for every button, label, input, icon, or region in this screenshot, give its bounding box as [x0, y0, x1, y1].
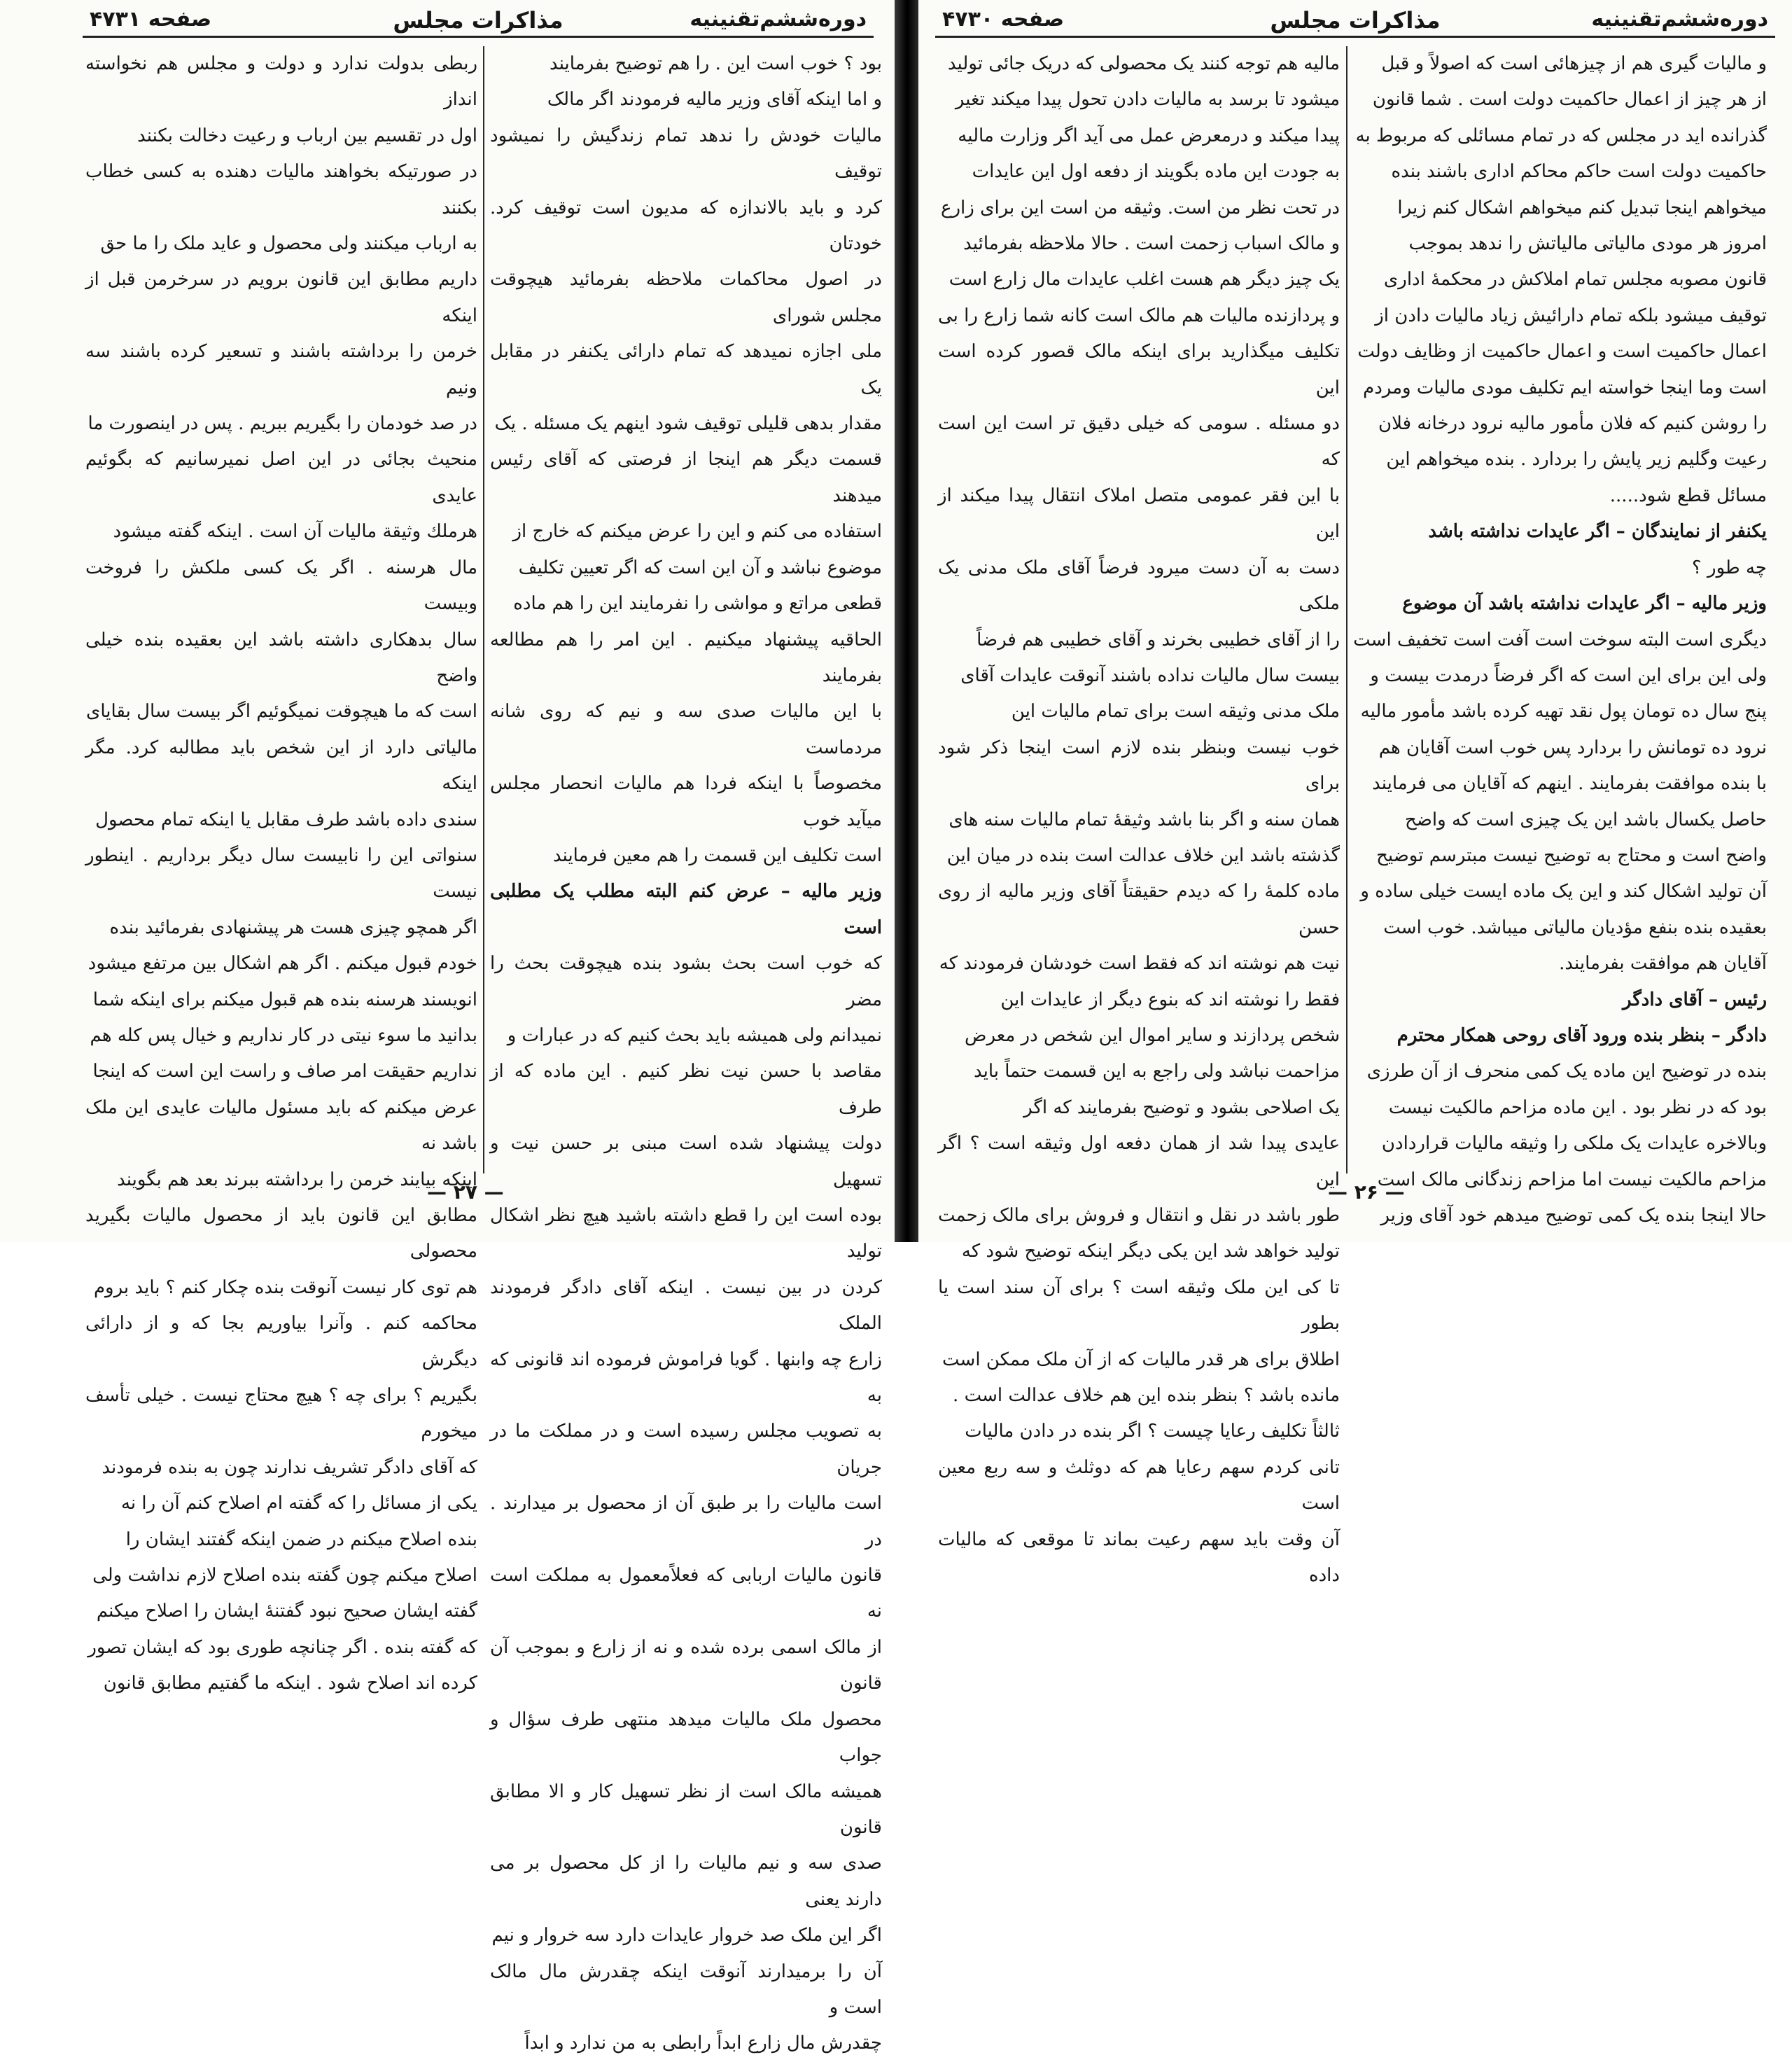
- text-line: اول در تقسیم بین ارباب و رعیت دخالت بکنند: [137, 125, 477, 146]
- text-line: ولی این برای این است که اگر فرضاً درمدت بیست و: [1370, 664, 1767, 686]
- text-line: اعمال حاکمیت است و اعمال حاکمیت از وظایف دولت: [1357, 341, 1767, 363]
- text-line: الحاقیه پیشنهاد میکنیم . این امر را هم مطالعه بفرمایند: [490, 629, 882, 686]
- text-line: کرد و باید بالاندازه که مدیون است توقیف کرد. خودتان: [490, 197, 882, 255]
- text-line: و اما اینکه آقای وزیر مالیه فرمودند اگر مالک: [547, 89, 882, 111]
- journal-title: مذاکرات مجلس: [393, 7, 564, 34]
- text-line: کردن در بین نیست . اینکه آقای دادگر فرمودند الملک: [490, 1276, 882, 1335]
- text-line: چه طور ؟: [1691, 557, 1767, 578]
- text-line: تانی کردم سهم رعایا هم که دوثلث و سه ربع معین است: [938, 1456, 1340, 1514]
- text-line: اگر همچو چیزی هست هر پیشنهادی بفرمائید بنده: [109, 917, 477, 938]
- text-line: امروز هر مودی مالیاتی مالیاتش را ندهد بموجب: [1408, 233, 1767, 255]
- column-divider: [1346, 46, 1348, 1173]
- text-line: گذرانده اید در مجلس که در تمام مسائلی که مربوط به: [1355, 125, 1767, 146]
- text-line: محاکمه کنم . وآنرا بیاوریم بجا که و از دارائی دیگرش: [85, 1313, 477, 1370]
- text-line: را روشن کنیم که فلان مأمور مالیه نرود درخانه فلان: [1378, 413, 1767, 435]
- page-footer-number: — ۲۶ —: [1328, 1180, 1405, 1204]
- text-line: مالیاتی دارد از این شخص باید مطالبه کرد. مگر اینکه: [85, 737, 477, 795]
- text-line: فقط را نوشته اند که بنوع دیگر از عایدات این: [1000, 989, 1340, 1010]
- text-line: پنج سال ده تومان پول نقد تهیه کرده باشد مأمور مالیه: [1360, 701, 1767, 723]
- text-line: تا کی این ملک وثیقه است ؟ برای آن سند است یا بطور: [938, 1276, 1340, 1335]
- text-line: یک اصلاحی بشود و توضیح بفرمایند که اگر: [1023, 1096, 1340, 1118]
- text-line: یکی از مسائل را که گفته ام اصلاح کنم آن را نه: [120, 1493, 477, 1514]
- text-line: هرملك وثيقة مالیات آن است . اینکه گفته میشود: [113, 521, 477, 543]
- text-line: بیست سال مالیات نداده باشند آنوقت عایدات آقای: [960, 664, 1340, 686]
- text-line: مالیه هم توجه کنند یک محصولی که دریک جائی تولید: [947, 53, 1340, 74]
- text-line: نداریم حقیقت امر صاف و راست این است که اینجا: [92, 1061, 477, 1082]
- text-line: آن وقت باید سهم رعیت بماند تا موقعی که مالیات داده: [938, 1528, 1340, 1587]
- text-column-right: [490, 46, 882, 2054]
- page-footer-number: — ۲۷ —: [427, 1180, 504, 1204]
- column-divider: [483, 46, 484, 1173]
- text-line: قسمت دیگر هم اینجا از فرصتی که آقای رئیس میدهند: [490, 449, 882, 506]
- session-label: دوره‌ششم‌تقنینیه: [1591, 7, 1768, 32]
- text-line: با بنده موافقت بفرمایند . اینهم که آقایان می فرمایند: [1372, 773, 1767, 795]
- text-line: بنده در توضیح این ماده یک کمی منحرف از آن طرزی: [1366, 1061, 1767, 1082]
- text-line: رعیت وگلیم زیر پایش را بردارد . بنده میخواهم این: [1386, 449, 1767, 471]
- text-line: یک چیز دیگر هم هست اغلب عایدات مال زارع است: [948, 269, 1340, 291]
- text-line: سال بدهکاری داشته باشد این بعقیده بنده خیلی واضح: [85, 629, 477, 686]
- text-line: محصول ملک مالیات میدهد منتهی طرف سؤال و جواب: [490, 1708, 882, 1767]
- text-line: از مالک اسمی برده شده و نه از زارع و بموجب آن قانون: [490, 1636, 882, 1694]
- text-line: همیشه مالک است از نظر تسهیل کار و الا مطابق قانون: [490, 1781, 882, 1838]
- text-line: نرود ده تومانش را بردارد پس خوب است آقایان هم: [1378, 737, 1767, 758]
- text-line: صدی سه و نیم مالیات را از کل محصول بر می دارند یعنی: [490, 1853, 882, 1910]
- text-line: بود ؟ خوب است این . را هم توضیح بفرمایند: [550, 53, 882, 74]
- text-line: موضوع نباشد و آن این است که اگر تعیین تکلیف: [518, 557, 882, 578]
- text-line: بود که در نظر بود . این ماده مزاحم مالکیت نیست: [1388, 1096, 1767, 1118]
- text-line: اینکه بیایند خرمن را برداشته ببرند بعد هم بگویند: [117, 1169, 477, 1190]
- text-line: وزیر مالیه – عرض کنم البته مطلب یک مطلبی است: [490, 881, 882, 938]
- text-line: که خوب است بحث بشود بنده هیچوقت بحث را مضر: [490, 953, 882, 1010]
- text-line: واضح است و محتاج به توضیح نیست مبترسم توضیح: [1376, 844, 1767, 866]
- text-line: مطابق این قانون باید از محصول مالیات بگیرید محصولی: [85, 1205, 477, 1262]
- text-line: انویسند هرسنه بنده هم قبول میکنم برای اینکه شما: [92, 989, 477, 1010]
- text-line: خرمن را برداشته باشند و تسعیر کرده باشند سه ونیم: [85, 341, 477, 398]
- text-line: مزاحمت نباشد ولی راجع به این قسمت حتماً باید: [973, 1061, 1340, 1082]
- text-line: است وما اینجا خواسته ایم تکلیف مودی مالیات ومردم: [1363, 377, 1767, 398]
- text-line: است تکلیف این قسمت را هم معین فرمایند: [552, 844, 882, 866]
- text-line: دادگر – بنظر بنده ورود آقای روحی همکار محترم: [1396, 1024, 1767, 1046]
- text-line: است که ما هیچوقت نمیگوئیم اگر بیست سال بقایای: [85, 701, 477, 723]
- text-line: و پردازنده مالیات هم مالک است کانه شما زارع را بی: [937, 305, 1340, 326]
- text-line: بدانید ما سوء نیتی در کار نداریم و خیال پس کله هم: [90, 1024, 477, 1046]
- text-line: در اصول محاکمات ملاحظه بفرمائید هیچوقت مجلس شورای: [490, 269, 882, 326]
- text-line: و مالک اسباب زحمت است . حالا ملاحظه بفرمائید: [963, 233, 1340, 255]
- text-line: ربطی بدولت ندارد و دولت و مجلس هم نخواسته انداز: [85, 53, 477, 111]
- text-line: ملک مدنی وثیقه است برای تمام مالیات این: [1011, 701, 1340, 723]
- text-line: رئیس – آقای دادگر: [1623, 989, 1767, 1010]
- text-line: بگیریم ؟ برای چه ؟ هیچ محتاج نیست . خیلی تأسف میخورم: [85, 1385, 477, 1442]
- text-line: زارع چه وابنها . گویا فراموش فرموده اند قانونی که به: [490, 1349, 882, 1407]
- text-line: اگر این ملک صد خروار عایدات دارد سه خروار و نیم: [491, 1925, 882, 1946]
- text-line: مال هرسنه . اگر یک کسی ملکش را فروخت وبیست: [85, 557, 477, 615]
- right-page-header: [935, 4, 1775, 38]
- text-line: طور باشد در نقل و انتقال و فروش برای مالک زحمت: [938, 1205, 1340, 1226]
- text-line: یکنفر از نمایندگان – اگر عایدات نداشته باشد: [1428, 521, 1767, 543]
- text-line: است مالیات را بر طبق آن از محصول بر میدارند . در: [490, 1493, 882, 1550]
- text-line: به تصویب مجلس رسیده است و در مملکت ما در جریان: [490, 1421, 882, 1478]
- text-line: آن تولید اشکال کند و این یک ماده ایست خیلی ساده و: [1360, 881, 1767, 903]
- text-line: دولت پیشنهاد شده است مبنی بر حسن نیت و تسهیل: [490, 1133, 882, 1190]
- book-spine: [895, 0, 918, 1242]
- page-number-header: صفحه ۴۷۳۱: [90, 7, 212, 32]
- text-line: قانون مالیات اربابی که فعلاًمعمول به مملکت است نه: [490, 1565, 882, 1622]
- text-line: تکلیف میگذارید برای اینکه مالک قصور کرده است این: [938, 341, 1340, 398]
- text-line: منحیث بجائی در این اصل نمیرسانیم که بگوئیم عایدی: [85, 449, 477, 506]
- text-line: در تحت نظر من است. وثیقه من است این برای زارع: [940, 197, 1340, 218]
- text-line: ماده کلمهٔ را که دیدم حقیقتاً آقای وزیر مالیه از روی حسن: [938, 881, 1340, 938]
- text-line: عرض میکنم که باید مسئول مالیات عایدی این ملک باشد نه: [85, 1096, 477, 1155]
- text-line: حاصل یکسال باشد این یک چیزی است که واضح: [1405, 809, 1767, 830]
- text-line: از هر چیز از اعمال حاکمیت دولت است . شما قانون: [1372, 89, 1767, 111]
- text-line: دو مسئله . سومی که خیلی دقیق تر است این است که: [938, 413, 1340, 471]
- text-line: استفاده می کنم و این را عرض میکنم که خارج از: [512, 521, 882, 543]
- text-line: سندی داده باشد طرف مقابل یا اینکه تمام محصول: [95, 809, 477, 830]
- text-line: میشود تا برسد به مالیات دادن تحول پیدا میکند تغیر: [955, 89, 1340, 111]
- text-line: خوب نیست وبنظر بنده لازم است اینجا ذکر شود برای: [938, 737, 1340, 795]
- text-column-left: [937, 46, 1340, 1587]
- text-line: گذشته باشد این خلاف عدالت است بنده در میان این: [946, 844, 1340, 866]
- text-line: توقیف میشود بلکه تمام دارائیش زیاد مالیات دادن از: [1375, 305, 1767, 326]
- left-page-header: [83, 4, 874, 38]
- text-line: همان سنه و اگر بنا باشد وثیقهٔ تمام مالیات سنه های: [948, 809, 1340, 830]
- text-line: بوده است این را قطع داشته باشید هیچ نظر اشکال تولید: [490, 1205, 882, 1262]
- text-line: که آقای دادگر تشریف ندارند چون به بنده فرمودند: [102, 1456, 477, 1478]
- text-line: حاکمیت دولت است حاکم محاکم اداری باشند بنده: [1391, 161, 1767, 183]
- text-line: را از آقای خطیبی بخرند و آقای خطیبی هم فرضاً: [976, 629, 1340, 650]
- left-page: [0, 0, 895, 2054]
- text-line: داریم مطابق این قانون برویم در سرخرمن قبل از اینکه: [85, 269, 477, 326]
- text-line: به جودت این ماده بگویند از دفعه اول این عایدات: [972, 161, 1340, 183]
- text-line: و مالیات گیری هم از چیزهائی است که اصولاً و قبل: [1381, 53, 1767, 74]
- text-line: در صورتیکه بخواهند مالیات دهنده به کسی خطاب بکنند: [85, 161, 477, 218]
- text-line: با این فقر عمومی متصل املاک انتقال پیدا میکند از این: [938, 485, 1340, 543]
- journal-title: مذاکرات مجلس: [1270, 7, 1441, 34]
- text-line: مسائل قطع شود.....: [1609, 485, 1767, 506]
- text-line: نمیدانم ولی همیشه باید بحث کنیم که در عبارات و: [507, 1024, 882, 1046]
- text-line: که گفته بنده . اگر چنانچه طوری بود که ایشان تصور: [88, 1636, 477, 1658]
- text-line: مقاصد با حسن نیت نظر کنیم . این ماده که از طرف: [490, 1061, 882, 1118]
- text-line: خودم قبول میکنم . اگر هم اشکال بین مرتفع میشود: [88, 953, 477, 975]
- text-line: اصلاح میکنم چون گفته بنده اصلاح لازم نداشت ولی: [92, 1565, 477, 1587]
- text-line: شخص پردازند و سایر اموال این شخص در معرض: [965, 1024, 1340, 1046]
- text-line: گفته ایشان صحیح نبود گفتنهٔ ایشان را اصلاح میکنم: [96, 1601, 477, 1622]
- text-line: وبالاخره عایدات یک ملکی را وثیقه مالیات قراردادن: [1381, 1133, 1767, 1155]
- text-line: مقدار بدهی قلیلی توقیف شود اینهم یک مسئله . یک: [494, 413, 882, 435]
- text-line: عایدی پیدا شد از همان دفعه اول وثیقه است ؟ اگر این: [938, 1133, 1340, 1190]
- text-line: دست به آن دست میرود فرضاً آقای ملک مدنی یک ملکی: [938, 557, 1340, 615]
- text-line: کرده اند اصلاح شود . اینکه ما گفتیم مطابق قانون: [103, 1673, 477, 1694]
- text-line: وزیر مالیه – اگر عایدات نداشته باشد آن موضوع: [1402, 593, 1767, 615]
- session-label: دوره‌ششم‌تقنینیه: [690, 7, 867, 32]
- text-line: ملی اجازه نمیدهد که تمام دارائی یکنفر در مقابل یک: [490, 341, 882, 398]
- text-line: مانده باشد ؟ بنظر بنده این هم خلاف عدالت است .: [953, 1385, 1340, 1407]
- text-line: در صد خودمان را بگیریم ببریم . پس در اینصورت ما: [88, 413, 477, 435]
- text-line: پیدا میکند و درمعرض عمل می آید اگر وزارت مالیه: [958, 125, 1340, 146]
- text-line: هم توی کار نیست آنوقت بنده چکار کنم ؟ باید بروم: [93, 1276, 477, 1298]
- right-page: [918, 0, 1792, 1587]
- text-line: دیگری است البته سوخت است آفت است تخفیف است: [1353, 629, 1767, 650]
- text-line: حالا اینجا بنده یک کمی توضیح میدهم خود آقای وزیر: [1380, 1205, 1767, 1226]
- text-line: قطعی مراتع و مواشی را نفرمایند این را هم ماده: [513, 593, 882, 615]
- page-number-header: صفحه ۴۷۳۰: [942, 7, 1065, 32]
- text-line: مخصوصاً با اینکه فردا هم مالیات انحصار مجلس میآید خوب: [490, 773, 882, 830]
- text-line: سنواتی این را نابیست سال دیگر برداریم . اینطور نیست: [85, 844, 477, 903]
- text-line: تولید خواهد شد این یکی دیگر اینکه توضیح شود که: [961, 1241, 1340, 1262]
- text-line: مالیات خودش را ندهد تمام زندگیش را نمیشود توقیف: [490, 125, 882, 183]
- text-line: بنده اصلاح میکنم در ضمن اینکه گفتند ایشان را: [125, 1528, 477, 1550]
- text-line: میخواهم اینجا تبدیل کنم میخواهم اشکال کنم زیرا: [1397, 197, 1767, 218]
- text-line: با این مالیات صدی سه و نیم که روی شانه مردماست: [490, 701, 882, 758]
- text-line: ثالثاً تکلیف رعایا چیست ؟ اگر بنده در دادن مالیات: [965, 1421, 1340, 1442]
- text-line: نیت هم نوشته اند که فقط است خودشان فرمودند که: [939, 953, 1340, 975]
- text-line: بعقیده بنده بنفع مؤدیان مالیاتی میباشد. خوب است: [1383, 917, 1767, 938]
- text-line: مزاحم مالکیت نیست اما مزاحم زندگانی مالک است: [1377, 1169, 1767, 1190]
- text-line: آقایان هم موافقت بفرمایند.: [1559, 953, 1767, 975]
- text-line: اطلاق برای هر قدر مالیات که از آن ملک ممکن است: [942, 1349, 1340, 1370]
- text-line: آن را برمیدارند آنوقت اینکه چقدرش مال مالک است و: [490, 1960, 882, 2018]
- text-line: به ارباب میکنند ولی محصول و عاید ملک را ما حق: [100, 233, 477, 255]
- text-line: چقدرش مال زارع ابداً رابطی به من ندارد و ابداً: [524, 2033, 882, 2054]
- text-line: قانون مصوبه مجلس تمام املاکش در محکمهٔ اداری: [1383, 269, 1767, 291]
